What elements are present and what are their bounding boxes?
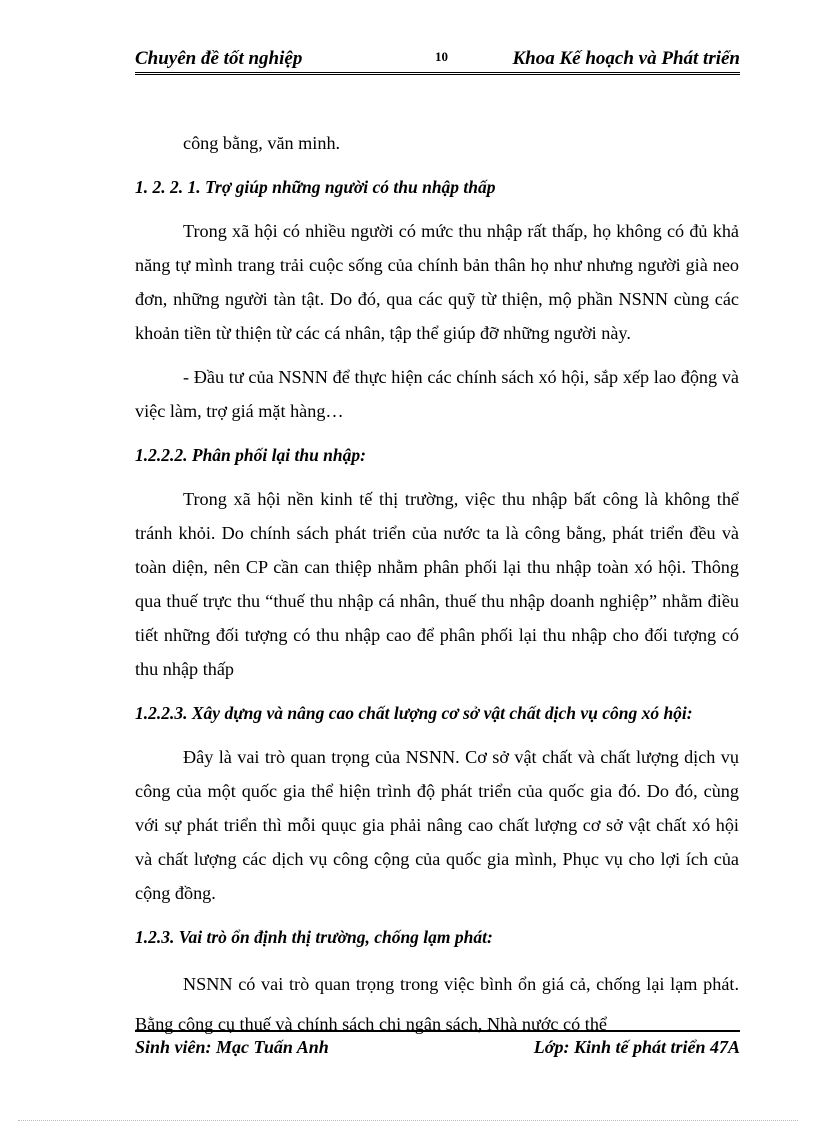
paragraph: công bằng, văn minh.	[183, 133, 341, 153]
footer-student: Sinh viên: Mạc Tuấn Anh	[135, 1037, 329, 1057]
page-footer	[135, 1030, 740, 1064]
paragraph: Trong xã hội có nhiều người có mức thu nhập rất thấp, họ không có đủ khả năng tự mình trang trải cuộc sống của chính bản thân họ như nhưng người già neo đơn, những người tàn tật. Do đó, qua các quỹ từ thiện, mộ phần NSNN cùng các khoản tiền từ thiện từ các cá nhân, tập thể giúp đỡ những người này.	[135, 221, 739, 343]
section-heading: 1. 2. 2. 1. Trợ giúp những người có thu nhập thấp	[135, 177, 496, 197]
section-heading: 1.2.2.3. Xây dựng và nâng cao chất lượng cơ sở vật chất dịch vụ công xó hội:	[135, 703, 693, 723]
header-rule	[135, 72, 740, 77]
page-body	[135, 126, 739, 1044]
header-thesis-title: Chuyên đề tốt nghiệp	[135, 48, 303, 69]
paragraph: Trong xã hội nền kinh tế thị trường, việc thu nhập bất công là không thể tránh khỏi. Do chính sách phát triển của nước ta là công bằng, phát triển đều và toàn diện, nên CP cần can thiệp nhằm phân phối lại thu nhập toàn xó hội. Thông qua thuế trực thu “thuế thu nhập cá nhân, thuế thu nhập doanh nghiệp” nhằm điều tiết những đối tượng có thu nhập cao để phân phối lại thu nhập cho đối tượng có thu nhập thấp	[135, 489, 739, 679]
section-heading: 1.2.3. Vai trò ổn định thị trường, chống lạm phát:	[135, 927, 493, 947]
footer-class: Lớp: Kinh tế phát triển 47A	[533, 1037, 740, 1057]
page-number: 10	[435, 49, 448, 64]
page-header	[135, 46, 740, 76]
header-faculty: Khoa Kế hoạch và Phát triển	[512, 48, 740, 69]
paragraph: Đây là vai trò quan trọng của NSNN. Cơ sở vật chất và chất lượng dịch vụ công của một quốc gia thể hiện trình độ phát triển của quốc gia đó. Do đó, cùng với sự phát triển thì mỗi quục gia phải nâng cao chất lượng cơ sở vật chất xó hội và chất lượng các dịch vụ công cộng của quốc gia mình, Phục vụ cho lợi ích của cộng đồng.	[135, 747, 739, 903]
section-heading: 1.2.2.2. Phân phối lại thu nhập:	[135, 445, 366, 465]
paragraph: NSNN có vai trò quan trọng trong việc bình ổn giá cả, chống lại lạm phát. Bằng công cụ thuế và chính sách chi ngân sách, Nhà nước có thể	[135, 974, 739, 1034]
footer-rule	[135, 1030, 740, 1032]
paragraph: - Đầu tư của NSNN để thực hiện các chính sách xó hội, sắp xếp lao động và việc làm, trợ giá mặt hàng…	[135, 367, 739, 421]
page-border	[18, 1120, 798, 1121]
